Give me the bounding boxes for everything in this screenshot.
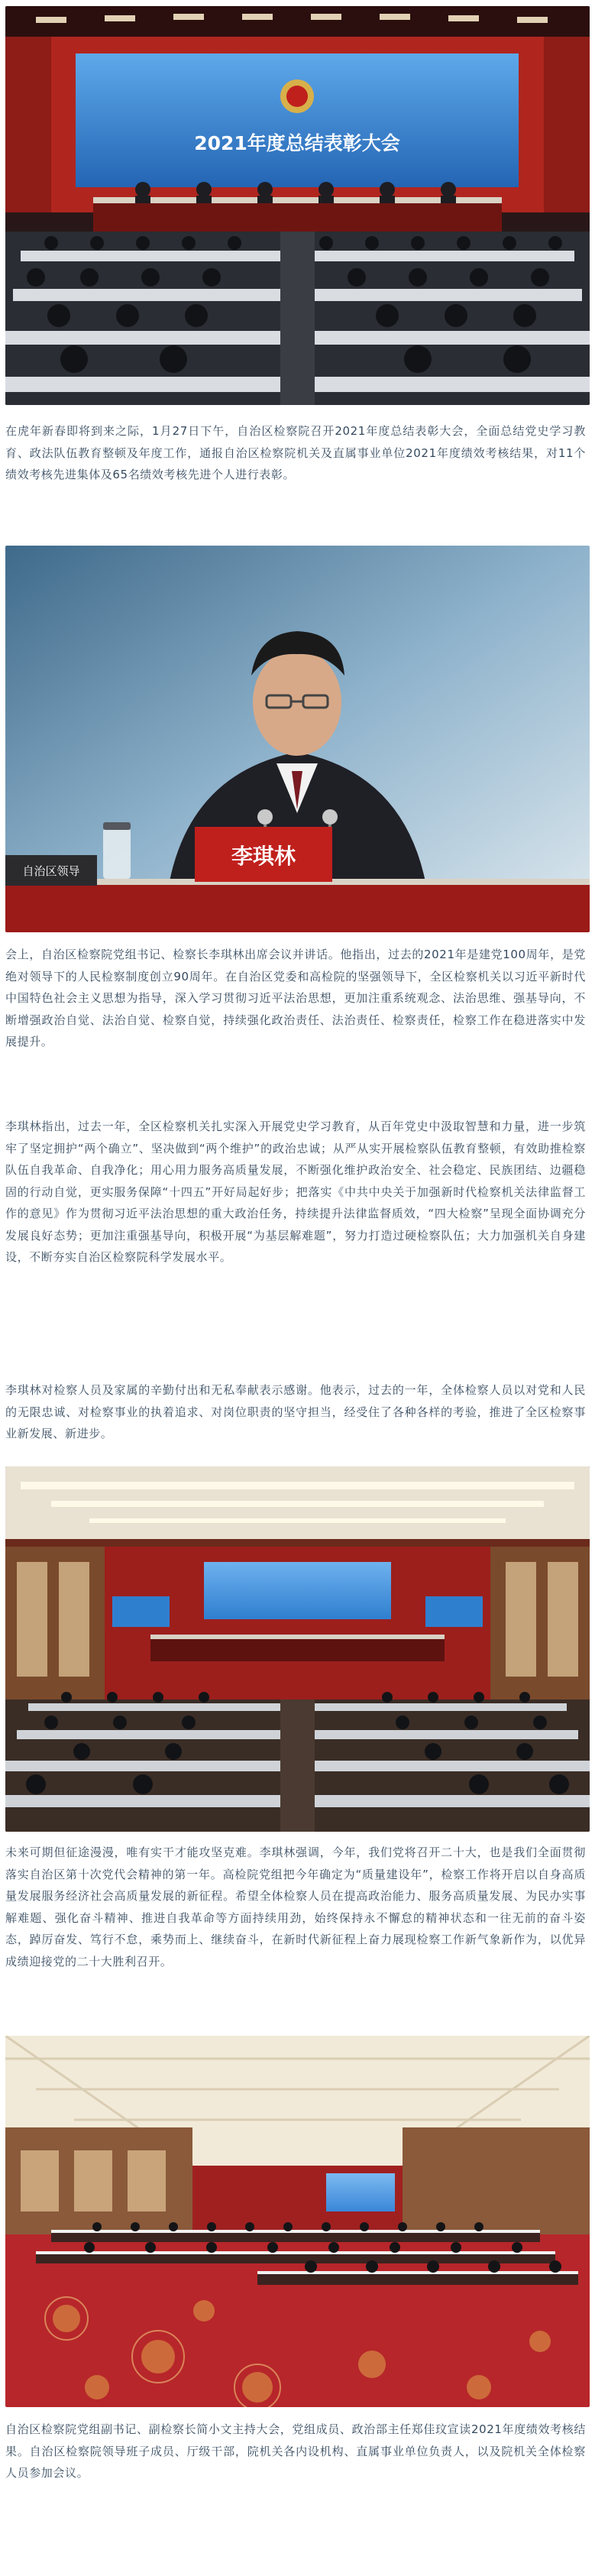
page-bottom-spacer — [0, 2529, 595, 2576]
paragraph-intro: 在虎年新春即将到来之际，1月27日下午，自治区检察院召开2021年度总结表彰大会，全面总结党史学习教育、政法队伍教育整顿及年度工作，通报自治区检察院机关及直属事业单位2021年度绩效考核结果，对11个绩效考核先进集体及65名绩效考核先进个人进行表彰。 — [5, 424, 586, 481]
conference-hall-illustration — [5, 6, 590, 405]
paragraph-work-review: 李琪林指出，过去一年，全区检察机关扎实深入开展党史学习教育，从百年党史中汲取智慧和力量，进一步筑牢了坚定拥护“两个确立”、坚决做到“两个维护”的政治忠诚；从严从实开展检察队伍教育整顿，有效助推检察队伍自我革命、自我净化；用心用力服务高质量发展，不断强化维护政治安全、社会稳定、民族团结、边疆稳固的行动自觉，更实服务保障“十四五”开好局起好步；把落实《中共中央关于加强新时代检察机关法律监督工作的意见》作为贯彻习近平法治思想的重大政治任务，持续提升法律监督质效，“四大检察”呈现全面协调充分发展良好态势；更加注重强基导向，积极开展“为基层解难题”，努力打造过硬检察队伍；大力加强机关自身建设，不断夯实自治区检察院科学发展水平。 — [5, 1120, 586, 1264]
paragraph-future-work: 未来可期但征途漫漫，唯有实干才能攻坚克难。李琪林强调，今年，我们党将召开二十大，也是我们全面贯彻落实自治区第十次党代会精神的第一年。高检院党组把今年确定为“质量建设年”，检察工作将开启以自身高质量发展服务经济社会高质量发展的新征程。希望全体检察人员在提高政治能力、服务高质量发展、为民办实事解难题、强化奋斗精神、推进自我革命等方面持续用劲，始终保持永不懈怠的精神状态和一往无前的奋斗姿态，踔厉奋发、笃行不怠，乘势而上、继续奋斗，在新时代新征程上奋力展现检察工作新气象新作为，以优异成绩迎接党的二十大胜利召开。 — [5, 1845, 586, 1968]
photo-hall-red-carpet — [5, 2036, 590, 2407]
left-nameplate: 自治区领导 — [22, 864, 80, 878]
red-carpet-hall-illustration — [5, 2036, 590, 2407]
paragraph-attendees: 自治区检察院党组副书记、副检察长简小文主持大会，党组成员、政治部主任郑佳玟宣读2021年度绩效考核结果。自治区检察院领导班子成员、厅级干部，院机关各内设机构、直属事业单位负责人，以及院机关全体检察人员参加会议。 — [5, 2422, 586, 2480]
banner-title: 2021年度总结表彰大会 — [194, 132, 400, 154]
paragraph-speech-overview: 会上，自治区检察院党组书记、检察长李琪林出席会议并讲话。他指出，过去的2021年是建党100周年，是党绝对领导下的人民检察制度创立90周年。在自治区党委和高检院的坚强领导下，全区检察机关以习近平新时代中国特色社会主义思想为指导，深入学习贯彻习近平法治思想，更加注重系统观念、法治思维、强基导向，不断增强政治自觉、法治自觉、检察自觉，持续强化政治责任、法治责任、检察责任，检察工作在稳进落实中发展提升。 — [5, 948, 586, 1048]
speaker-illustration — [5, 546, 590, 932]
photo-hall-rear-view — [5, 1466, 590, 1832]
speaker-nameplate: 李琪林 — [231, 844, 296, 869]
hall-rear-illustration — [5, 1466, 590, 1832]
paragraph-thanks: 李琪林对检察人员及家属的辛勤付出和无私奉献表示感谢。他表示，过去的一年，全体检察人员以对党和人民的无限忠诚、对检察事业的执着追求、对岗位职责的坚守担当，经受住了各种各样的考验，推进了全区检察事业新发展、新进步。 — [5, 1383, 586, 1440]
photo-speaker — [5, 546, 590, 932]
photo-conference-hall — [5, 6, 590, 405]
